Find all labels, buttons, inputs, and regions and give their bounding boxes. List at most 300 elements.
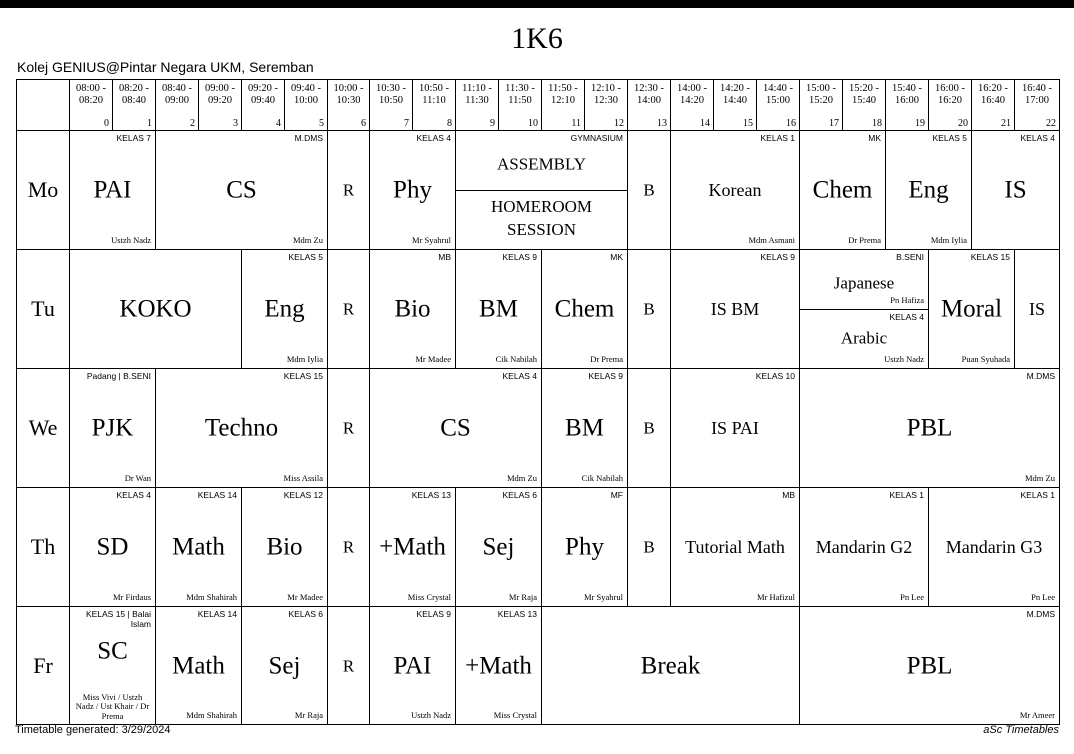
period-start: 10:00 - [333,83,364,94]
lesson-room: KELAS 9 [502,252,537,262]
lesson-subject: PJK [91,414,134,442]
period-time [285,83,327,106]
lesson-room: KELAS 1 [1020,490,1055,500]
period-header [284,79,328,131]
lesson-cell [670,130,800,250]
period-number: 2 [190,118,195,129]
lesson-subject: R [342,418,355,438]
period-time [413,83,455,106]
lesson-subject: SC [97,637,128,665]
lesson-room: KELAS 14 [197,490,237,500]
period-time [843,83,885,106]
lesson-subject: IS PAI [711,418,759,438]
lesson-subject: ASSEMBLY [497,154,586,174]
lesson-cell [69,130,156,250]
period-number: 6 [361,118,366,129]
lesson-cell [541,368,628,488]
lesson-subject: Mandarin G3 [945,537,1043,557]
lesson-subject: Chem [554,295,615,323]
lesson-room: KELAS 5 [932,133,967,143]
lesson-teacher: Mdm Iylia [930,235,967,246]
lesson-subject: Bio [394,295,431,323]
period-end: 15:20 [809,94,833,106]
period-start: 12:30 - [633,83,665,94]
day-label: Tu [31,296,55,321]
lesson-cell [541,606,800,725]
period-time [156,83,198,106]
lesson-subject: Eng [264,295,305,323]
period-header [541,79,585,131]
lesson-teacher: Mr Syahrul [584,592,623,603]
lesson-room: KELAS 4 [416,133,451,143]
period-start: 09:20 - [247,83,279,94]
lesson-room: MK [610,252,623,262]
lesson-cell [627,130,671,250]
lesson-room: KELAS 12 [283,490,323,500]
day-label-cell [16,487,70,607]
lesson-cell [241,249,328,369]
period-header [627,79,671,131]
lesson-subject: KOKO [119,295,192,323]
lesson-subject: Moral [940,295,1003,323]
lesson-cell [799,368,1060,488]
period-header [198,79,242,131]
lesson-cell [455,487,542,607]
lesson-teacher: Ustzh Nadz [884,354,924,365]
period-number: 15 [743,118,753,129]
lesson-room: KELAS 13 [411,490,451,500]
lesson-room: MB [782,490,795,500]
lesson-cell [327,606,370,725]
period-header [498,79,542,131]
lesson-room: KELAS 1 [760,133,795,143]
period-time [242,83,284,106]
period-start: 08:00 - [75,83,107,94]
lesson-teacher: Miss Vivi / Ustzh Nadz / Ust Khair / Dr Prema [75,691,150,722]
period-header [112,79,156,131]
day-label: Mo [27,177,59,202]
lesson-cell [670,368,800,488]
lesson-subject: Arabic [840,328,888,348]
period-start: 11:10 - [462,83,492,94]
lesson-teacher: Mdm Zu [1025,473,1055,484]
period-end: 12:30 [594,94,618,106]
period-start: 09:00 - [204,83,236,94]
lesson-teacher: Mr Hafizul [756,592,795,603]
period-number: 16 [786,118,796,129]
generator-credit: aSc Timetables [983,724,1059,736]
lesson-room: KELAS 9 [760,252,795,262]
lesson-teacher: Cik Nabilah [495,354,537,365]
lesson-cell [241,487,328,607]
lesson-teacher: Miss Crystal [407,592,451,603]
lesson-cell [369,249,456,369]
lesson-cell [627,249,671,369]
lesson-subject: PBL [906,652,953,679]
period-header [69,79,113,131]
lesson-teacher: Dr Wan [124,473,151,484]
period-header [369,79,413,131]
period-time [113,83,155,106]
period-end: 10:00 [294,94,318,106]
school-name: Kolej GENIUS@Pintar Negara UKM, Seremban [17,59,314,75]
lesson-cell [799,249,929,310]
period-header [713,79,757,131]
lesson-cell [155,368,328,488]
lesson-teacher: Ustzh Nadz [411,710,451,721]
period-number: 0 [104,118,109,129]
lesson-cell [928,487,1060,607]
lesson-subject: B [643,537,655,557]
period-number: 11 [571,118,581,129]
period-time [542,83,584,106]
lesson-teacher: Mr Firdaus [112,592,151,603]
day-label: We [28,415,58,440]
lesson-cell [455,249,542,369]
lesson-cell [69,249,242,369]
lesson-cell [327,249,370,369]
period-header [241,79,285,131]
lesson-cell [241,606,328,725]
period-end: 15:00 [766,94,790,106]
period-header [327,79,370,131]
day-label: Th [30,534,56,559]
lesson-room: KELAS 4 [502,371,537,381]
period-time [628,83,670,106]
lesson-room: KELAS 4 [889,312,924,322]
lesson-subject: Eng [908,176,949,204]
lesson-room: KELAS 4 [1020,133,1055,143]
lesson-subject: Phy [565,533,604,561]
lesson-cell [799,487,929,607]
lesson-room: M.DMS [1026,609,1055,619]
lesson-teacher: Pn Lee [1031,592,1055,603]
lesson-cell [799,130,886,250]
lesson-cell [1014,249,1060,369]
period-end: 16:40 [981,94,1005,106]
day-label-cell [16,368,70,488]
period-time [70,83,112,106]
lesson-teacher: Cik Nabilah [581,473,623,484]
period-time [370,83,412,106]
lesson-room: M.DMS [294,133,323,143]
period-start: 08:20 - [118,83,150,94]
period-header [584,79,628,131]
period-start: 16:00 - [934,83,966,94]
lesson-teacher: Miss Assila [283,473,323,484]
lesson-room: GYMNASIUM [570,133,623,143]
period-end: 14:00 [637,94,661,106]
lesson-subject: PBL [906,414,953,442]
period-header [412,79,456,131]
lesson-cell [541,487,628,607]
lesson-teacher: Pn Hafiza [890,295,924,306]
period-header [842,79,886,131]
period-end: 09:00 [165,94,189,106]
lesson-subject: Techno [204,414,279,442]
period-start: 16:20 - [977,83,1009,94]
lesson-room: KELAS 15 [970,252,1010,262]
lesson-room: MK [868,133,881,143]
period-time [585,83,627,106]
period-end: 17:00 [1025,94,1049,106]
period-start: 15:00 - [805,83,837,94]
lesson-cell [69,606,156,725]
period-end: 08:40 [122,94,146,106]
period-number: 20 [958,118,968,129]
lesson-teacher: Mr Syahrul [412,235,451,246]
lesson-teacher: Mr Raja [508,592,537,603]
lesson-subject: Korean [708,180,762,200]
lesson-cell [155,487,242,607]
lesson-teacher: Dr Prema [590,354,623,365]
lesson-cell [69,487,156,607]
period-time [972,83,1014,106]
lesson-cell [155,130,328,250]
period-time [328,83,369,106]
lesson-cell [369,368,542,488]
lesson-teacher: Pn Lee [900,592,924,603]
lesson-subject: SD [96,533,129,561]
lesson-teacher: Mr Madee [287,592,323,603]
period-end: 12:10 [551,94,575,106]
period-time [929,83,971,106]
period-time [199,83,241,106]
lesson-subject: B [643,418,655,438]
lesson-room: KELAS 9 [588,371,623,381]
lesson-room: KELAS 5 [288,252,323,262]
period-start: 14:40 - [762,83,794,94]
lesson-room: KELAS 13 [497,609,537,619]
lesson-teacher: Mdm Shahirah [186,592,237,603]
lesson-subject: R [342,180,355,200]
lesson-teacher: Mdm Iylia [286,354,323,365]
generated-date: Timetable generated: 3/29/2024 [15,724,171,736]
period-start: 11:30 - [505,83,535,94]
period-header [455,79,499,131]
period-time [499,83,541,106]
period-start: 14:20 - [719,83,751,94]
lesson-cell [155,606,242,725]
lesson-room: B.SENI [896,252,924,262]
period-header [928,79,972,131]
period-end: 09:20 [208,94,232,106]
lesson-subject: Sej [268,652,301,679]
lesson-subject: Math [172,533,225,561]
lesson-subject: Break [640,652,701,679]
period-header [670,79,714,131]
period-end: 10:50 [379,94,403,106]
lesson-subject: R [342,299,355,319]
period-number: 10 [528,118,538,129]
period-number: 5 [319,118,324,129]
lesson-subject: Bio [266,533,303,561]
lesson-subject: Phy [393,176,432,204]
lesson-subject: PAI [93,176,132,204]
lesson-room: Padang | B.SENI [86,371,151,381]
period-number: 8 [447,118,452,129]
lesson-subject: Mandarin G2 [815,537,913,557]
period-number: 18 [872,118,882,129]
period-start: 15:40 - [891,83,923,94]
period-end: 09:40 [251,94,275,106]
period-time [714,83,756,106]
lesson-cell [455,130,628,191]
lesson-subject: Tutorial Math [685,537,785,557]
lesson-subject: PAI [393,652,432,679]
period-end: 14:20 [680,94,704,106]
lesson-teacher: Dr Prema [848,235,881,246]
period-number: 22 [1046,118,1056,129]
period-header [885,79,929,131]
lesson-subject: IS [1028,299,1045,319]
lesson-teacher: Puan Syuhada [961,354,1010,365]
lesson-subject: Chem [812,176,873,204]
lesson-room: KELAS 4 [116,490,151,500]
lesson-cell [799,309,929,369]
lesson-room: KELAS 15 | Balai Islam [85,609,151,629]
lesson-cell [369,487,456,607]
period-header [971,79,1015,131]
lesson-subject: B [643,299,655,319]
period-time [800,83,842,106]
lesson-subject: B [643,180,655,200]
period-header [155,79,199,131]
period-start: 14:00 - [676,83,708,94]
lesson-teacher: Mr Raja [294,710,323,721]
period-end: 08:20 [79,94,103,106]
lesson-subject: R [342,537,355,557]
day-label: Fr [33,652,53,678]
lesson-teacher: Mdm Shahirah [186,710,237,721]
lesson-room: KELAS 15 [283,371,323,381]
day-label-cell [16,249,70,369]
period-start: 10:30 - [375,83,407,94]
lesson-teacher: Miss Crystal [493,710,537,721]
lesson-subject: BM [479,295,518,323]
lesson-cell [627,368,671,488]
period-end: 14:40 [723,94,747,106]
lesson-teacher: Mr Madee [415,354,451,365]
period-number: 21 [1001,118,1011,129]
period-start: 15:20 - [848,83,880,94]
lesson-teacher: Mr Ameer [1019,710,1055,721]
period-number: 7 [404,118,409,129]
period-end: 16:00 [895,94,919,106]
timetable-title: 1K6 [511,22,563,55]
lesson-room: KELAS 1 [889,490,924,500]
lesson-cell [327,368,370,488]
period-start: 09:40 - [290,83,322,94]
lesson-cell [541,249,628,369]
period-number: 17 [829,118,839,129]
lesson-room: KELAS 9 [416,609,451,619]
lesson-cell [327,130,370,250]
lesson-room: KELAS 10 [755,371,795,381]
lesson-room: KELAS 7 [116,133,151,143]
period-time [671,83,713,106]
period-number: 14 [700,118,710,129]
lesson-subject: R [342,656,355,675]
period-end: 11:30 [465,94,489,106]
lesson-cell [455,190,628,250]
lesson-subject: Japanese [833,273,895,293]
lesson-subject: HOMEROOM SESSION [490,196,593,239]
period-end: 16:20 [938,94,962,106]
lesson-subject: IS [1004,176,1027,204]
period-start: 16:40 - [1021,83,1053,94]
lesson-cell [799,606,1060,725]
period-start: 08:40 - [161,83,193,94]
lesson-subject: Sej [482,533,515,561]
lesson-teacher: Ustzh Nadz [111,235,151,246]
period-end: 11:50 [508,94,532,106]
period-end: 11:10 [422,94,446,106]
period-number: 13 [657,118,667,129]
lesson-cell [885,130,972,250]
period-number: 1 [147,118,152,129]
lesson-subject: IS BM [710,299,760,319]
period-header [799,79,843,131]
lesson-cell [369,606,456,725]
lesson-room: M.DMS [1026,371,1055,381]
day-label-cell [16,130,70,250]
lesson-room: KELAS 14 [197,609,237,619]
period-end: 10:30 [336,94,361,106]
lesson-cell [69,368,156,488]
period-number: 4 [276,118,281,129]
lesson-cell [670,249,800,369]
period-time [1015,83,1059,106]
lesson-subject: BM [565,414,604,442]
period-number: 12 [614,118,624,129]
lesson-subject: CS [226,176,257,204]
lesson-cell [627,487,671,607]
period-number: 3 [233,118,238,129]
lesson-cell [928,249,1015,369]
lesson-teacher: Mdm Zu [507,473,537,484]
lesson-room: MB [438,252,451,262]
period-time [456,83,498,106]
period-time [886,83,928,106]
lesson-room: KELAS 6 [502,490,537,500]
period-header [1014,79,1060,131]
lesson-teacher: Mdm Zu [293,235,323,246]
day-label-cell [16,606,70,725]
period-start: 11:50 - [548,83,578,94]
lesson-cell [971,130,1060,250]
lesson-cell [455,606,542,725]
period-end: 15:40 [852,94,876,106]
lesson-subject: +Math [465,652,532,679]
period-number: 9 [490,118,495,129]
period-start: 10:50 - [418,83,450,94]
period-start: 12:10 - [590,83,622,94]
period-number: 19 [915,118,925,129]
lesson-cell [327,487,370,607]
lesson-room: MF [610,490,623,500]
lesson-cell [670,487,800,607]
lesson-subject: CS [440,414,471,442]
period-header [756,79,800,131]
lesson-subject: Math [172,652,225,679]
lesson-room: KELAS 6 [288,609,323,619]
header-corner [16,79,70,131]
lesson-teacher: Mdm Asmani [748,235,795,246]
period-time [757,83,799,106]
lesson-subject: +Math [379,533,446,561]
lesson-cell [369,130,456,250]
